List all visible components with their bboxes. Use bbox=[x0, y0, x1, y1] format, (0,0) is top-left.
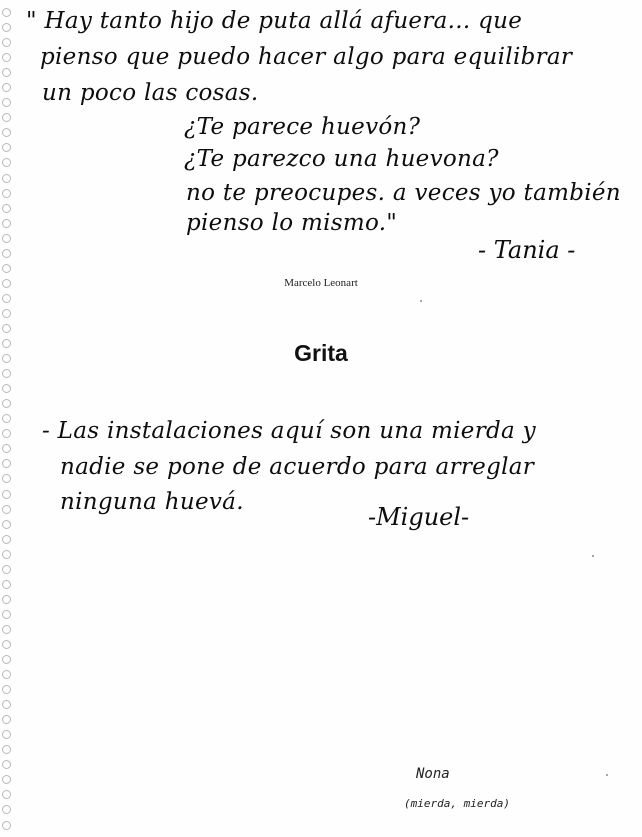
scan-speck bbox=[592, 555, 594, 557]
binding-hole-icon bbox=[2, 234, 11, 243]
binding-hole-icon bbox=[2, 38, 11, 47]
binding-hole-icon bbox=[2, 580, 11, 589]
binding-hole-icon bbox=[2, 640, 11, 649]
binding-hole-icon bbox=[2, 745, 11, 754]
binding-hole-icon bbox=[2, 520, 11, 529]
binding-hole-icon bbox=[2, 294, 11, 303]
binding-hole-icon bbox=[2, 369, 11, 378]
tania-signature: - Tania - bbox=[478, 236, 576, 264]
binding-hole-icon bbox=[2, 128, 11, 137]
binding-hole-icon bbox=[2, 595, 11, 604]
binding-hole-icon bbox=[2, 309, 11, 318]
binding-hole-icon bbox=[2, 414, 11, 423]
binding-hole-icon bbox=[2, 98, 11, 107]
tania-reply-line-2: ¿Te parezco una huevona? bbox=[184, 146, 499, 172]
binding-hole-icon bbox=[2, 655, 11, 664]
binding-hole-icon bbox=[2, 83, 11, 92]
binding-hole-icon bbox=[2, 715, 11, 724]
tania-quote-line-1: " Hay tanto hijo de puta allá afuera... que bbox=[26, 8, 523, 34]
binding-hole-icon bbox=[2, 429, 11, 438]
binding-hole-icon bbox=[2, 790, 11, 799]
binding-hole-icon bbox=[2, 219, 11, 228]
binding-hole-icon bbox=[2, 249, 11, 258]
binding-hole-icon bbox=[2, 399, 11, 408]
binding-hole-icon bbox=[2, 324, 11, 333]
binding-hole-icon bbox=[2, 143, 11, 152]
binding-hole-icon bbox=[2, 174, 11, 183]
binding-hole-icon bbox=[2, 730, 11, 739]
spiral-binding bbox=[2, 8, 12, 830]
binding-hole-icon bbox=[2, 264, 11, 273]
binding-hole-icon bbox=[2, 189, 11, 198]
miguel-quote-line-3: ninguna huevá. bbox=[60, 489, 244, 515]
binding-hole-icon bbox=[2, 53, 11, 62]
tania-reply-line-1: ¿Te parece huevón? bbox=[184, 114, 421, 140]
author-name: Marcelo Leonart bbox=[284, 277, 358, 289]
binding-hole-icon bbox=[2, 8, 11, 17]
binding-hole-icon bbox=[2, 700, 11, 709]
page-title: Grita bbox=[294, 340, 348, 366]
tania-reply-line-3: no te preocupes. a veces yo también bbox=[186, 180, 621, 206]
binding-hole-icon bbox=[2, 444, 11, 453]
miguel-quote-line-2: nadie se pone de acuerdo para arreglar bbox=[60, 454, 535, 480]
binding-hole-icon bbox=[2, 23, 11, 32]
binding-hole-icon bbox=[2, 204, 11, 213]
tania-quote-line-2: pienso que puedo hacer algo para equilibrar bbox=[40, 44, 573, 70]
scan-speck bbox=[420, 300, 422, 302]
tania-quote-line-3: un poco las cosas. bbox=[42, 80, 259, 106]
scan-speck bbox=[606, 774, 608, 776]
miguel-signature: -Miguel- bbox=[368, 503, 470, 531]
binding-hole-icon bbox=[2, 805, 11, 814]
binding-hole-icon bbox=[2, 550, 11, 559]
binding-hole-icon bbox=[2, 625, 11, 634]
binding-hole-icon bbox=[2, 610, 11, 619]
binding-hole-icon bbox=[2, 490, 11, 499]
binding-hole-icon bbox=[2, 505, 11, 514]
binding-hole-icon bbox=[2, 565, 11, 574]
miguel-quote-line-1: - Las instalaciones aquí son una mierda y bbox=[42, 418, 536, 444]
binding-hole-icon bbox=[2, 68, 11, 77]
binding-hole-icon bbox=[2, 459, 11, 468]
binding-hole-icon bbox=[2, 685, 11, 694]
binding-hole-icon bbox=[2, 474, 11, 483]
binding-hole-icon bbox=[2, 535, 11, 544]
binding-hole-icon bbox=[2, 670, 11, 679]
binding-hole-icon bbox=[2, 113, 11, 122]
binding-hole-icon bbox=[2, 775, 11, 784]
binding-hole-icon bbox=[2, 384, 11, 393]
binding-hole-icon bbox=[2, 158, 11, 167]
nona-note-sub: (mierda, mierda) bbox=[404, 797, 510, 810]
nona-note: Nona bbox=[416, 766, 450, 782]
binding-hole-icon bbox=[2, 760, 11, 769]
binding-hole-icon bbox=[2, 821, 11, 830]
tania-reply-line-4: pienso lo mismo." bbox=[186, 210, 398, 236]
